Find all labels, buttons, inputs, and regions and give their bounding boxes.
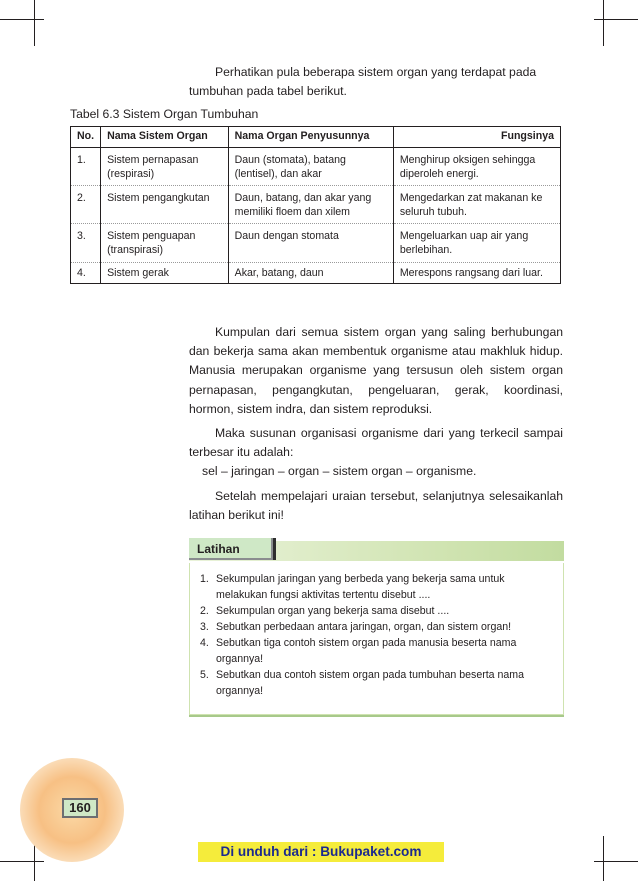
table-row <box>71 224 561 262</box>
latihan-box <box>189 541 564 715</box>
latihan-content <box>189 563 564 715</box>
header-sistem: Nama Sistem Organ <box>101 127 229 148</box>
header-organ: Nama Organ Penyusunnya <box>228 127 393 148</box>
list-item: 1. Sekumpulan jaringan yang berbeda yang bekerja sama untuk melakukan fungsi aktivitas tertentu disebut .... <box>200 573 505 601</box>
body-paragraph-2-text: Maka susunan organisasi organisme dari yang terkecil sampai terbesar itu adalah: <box>189 426 563 460</box>
body-paragraph-1: Kumpulan dari semua sistem organ yang saling berhubungan dan bekerja sama akan membentuk organisme atau makhluk hidup. Manusia merupakan organisme yang tersusun oleh sistem organ pernapasan, pengangkutan, pengeluaran, gerak, koordinasi, hormon, sistem indra, dan sistem reproduksi. <box>189 325 563 416</box>
table-header-row <box>71 127 561 148</box>
cell-sistem: Sistem pernapasan (respirasi) <box>101 148 229 186</box>
cell-organ: Daun, batang, dan akar yang memiliki floem dan xilem <box>228 186 393 224</box>
cell-no: 2. <box>71 186 101 224</box>
source-link[interactable]: Di unduh dari : Bukupaket.com <box>198 842 444 862</box>
cell-no: 1. <box>71 148 101 186</box>
organization-sequence: sel – jaringan – organ – sistem organ – organisme. <box>202 464 477 479</box>
crop-mark <box>594 19 638 20</box>
cell-organ: Daun dengan stomata <box>228 224 393 262</box>
list-item: 2. Sekumpulan organ yang bekerja sama disebut .... <box>200 605 450 617</box>
crop-mark <box>0 19 44 20</box>
cell-fungsi: Mengedarkan zat makanan ke seluruh tubuh. <box>393 186 560 224</box>
crop-mark <box>34 0 35 46</box>
cell-no: 3. <box>71 224 101 262</box>
list-item: 3. Sebutkan perbedaan antara jaringan, organ, dan sistem organ! <box>200 621 512 633</box>
list-item: 4. Sebutkan tiga contoh sistem organ pada manusia beserta nama organnya! <box>200 637 517 665</box>
crop-mark <box>603 836 604 881</box>
table-row <box>71 148 561 186</box>
cell-organ: Akar, batang, daun <box>228 262 393 284</box>
table-caption: Tabel 6.3 Sistem Organ Tumbuhan <box>70 107 259 121</box>
latihan-list <box>190 563 563 699</box>
cell-organ: Daun (stomata), batang (lentisel), dan akar <box>228 148 393 186</box>
intro-line-1: Perhatikan pula beberapa sistem organ yang terdapat pada <box>215 65 537 79</box>
crop-mark <box>594 861 638 862</box>
page-number: 160 <box>62 798 98 818</box>
table-row <box>71 186 561 224</box>
cell-no: 4. <box>71 262 101 284</box>
cell-fungsi: Mengeluarkan uap air yang berlebihan. <box>393 224 560 262</box>
header-no: No. <box>71 127 101 148</box>
list-item: 5. Sebutkan dua contoh sistem organ pada tumbuhan beserta nama organnya! <box>200 669 525 697</box>
cell-sistem: Sistem penguapan (transpirasi) <box>101 224 229 262</box>
crop-mark <box>603 0 604 46</box>
cell-fungsi: Merespons rangsang dari luar. <box>393 262 560 284</box>
cell-fungsi: Menghirup oksigen sehingga diperoleh energi. <box>393 148 560 186</box>
cell-sistem: Sistem gerak <box>101 262 229 284</box>
organ-table <box>70 126 561 284</box>
table-row <box>71 262 561 284</box>
intro-paragraph <box>189 63 563 101</box>
body-paragraph-3: Setelah mempelajari uraian tersebut, selanjutnya selesaikanlah latihan berikut ini! <box>189 489 563 523</box>
cell-sistem: Sistem pengangkutan <box>101 186 229 224</box>
header-fungsi: Fungsinya <box>393 127 560 148</box>
body-paragraph-2 <box>189 424 563 482</box>
crop-mark <box>0 861 44 862</box>
intro-line-2: tumbuhan pada tabel berikut. <box>189 84 347 99</box>
latihan-title: Latihan <box>189 538 273 560</box>
